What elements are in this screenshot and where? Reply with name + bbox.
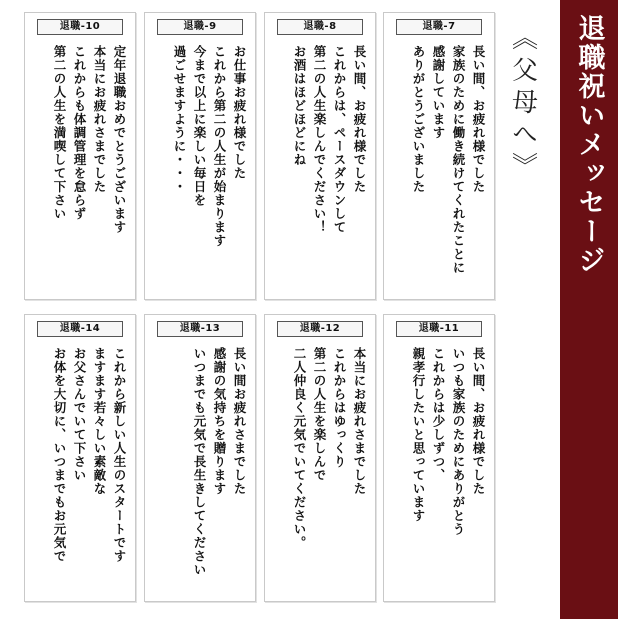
page-title: 退職祝いメッセージ — [573, 14, 605, 275]
card-number: 退職-12 — [277, 321, 363, 337]
message-line: 感謝しています — [431, 45, 446, 140]
message-line: これからはゆっくり — [332, 347, 347, 469]
message-line: これからは、ペースダウンして — [332, 45, 347, 234]
message-card — [24, 314, 136, 602]
card-number: 退職-14 — [37, 321, 123, 337]
card-message — [29, 45, 129, 293]
message-card — [264, 12, 376, 300]
card-number: 退職-8 — [277, 19, 363, 35]
message-line: 第二の人生を楽しんで — [312, 347, 327, 482]
message-line: 定年退職おめでとうございます — [112, 45, 127, 234]
message-line: これからも体調管理を怠らず — [72, 45, 87, 221]
card-message — [149, 45, 249, 293]
message-line: 長い間お疲れさまでした — [232, 347, 247, 496]
card-message — [388, 347, 488, 595]
message-line: お仕事お疲れ様でした — [232, 45, 247, 180]
message-card — [264, 314, 376, 602]
message-card — [144, 12, 256, 300]
card-number: 退職-10 — [37, 19, 123, 35]
message-line: これからは少しずつ、 — [431, 347, 446, 482]
message-line: いつまでも元気で長生きしてください — [192, 347, 207, 577]
message-line: ますます若々しい素敵な — [92, 347, 107, 496]
card-message — [29, 347, 129, 595]
message-line: お体を大切に、いつまでもお元気で — [52, 347, 67, 563]
message-line: ありがとうございました — [411, 45, 426, 194]
card-number: 退職-11 — [396, 321, 482, 337]
card-message — [269, 45, 369, 293]
message-line: 長い間、お疲れ様でした — [471, 347, 486, 496]
message-line: 今まで以上に楽しい毎日を — [192, 45, 207, 207]
card-message — [149, 347, 249, 595]
recipient-heading: 《父母へ》 — [507, 24, 538, 184]
message-line: これから第二の人生が始まります — [212, 45, 227, 248]
message-line: 長い間、お疲れ様でした — [471, 45, 486, 194]
card-number: 退職-7 — [396, 19, 482, 35]
message-line: 第二の人生楽しんでください！ — [312, 45, 327, 234]
card-message — [269, 347, 369, 595]
message-line: 過ごせますように・・・ — [172, 45, 187, 194]
message-card — [383, 12, 495, 300]
message-card — [383, 314, 495, 602]
message-line: 本当にお疲れさまでした — [92, 45, 107, 194]
message-line: 長い間、お疲れ様でした — [352, 45, 367, 194]
message-line: 第二の人生を満喫して下さい — [52, 45, 67, 221]
message-line: 親孝行したいと思っています — [411, 347, 426, 523]
message-line: 本当にお疲れさまでした — [352, 347, 367, 496]
title-sidebar — [560, 0, 618, 619]
message-line: お酒はほどほどにね — [292, 45, 307, 167]
message-line: これから新しい人生のスタートです — [112, 347, 127, 563]
recipient-heading-panel — [493, 24, 553, 274]
message-line: 家族のために働き続けてくれたことに — [451, 45, 466, 275]
message-line: いつも家族のためにありがとう — [451, 347, 466, 536]
message-line: 感謝の気持ちを贈ります — [212, 347, 227, 496]
message-line: 二人仲良く元気でいてください。 — [292, 347, 307, 550]
card-number: 退職-13 — [157, 321, 243, 337]
message-card — [144, 314, 256, 602]
message-line: お父さんでいて下さい — [72, 347, 87, 482]
card-number: 退職-9 — [157, 19, 243, 35]
message-card — [24, 12, 136, 300]
card-message — [388, 45, 488, 293]
